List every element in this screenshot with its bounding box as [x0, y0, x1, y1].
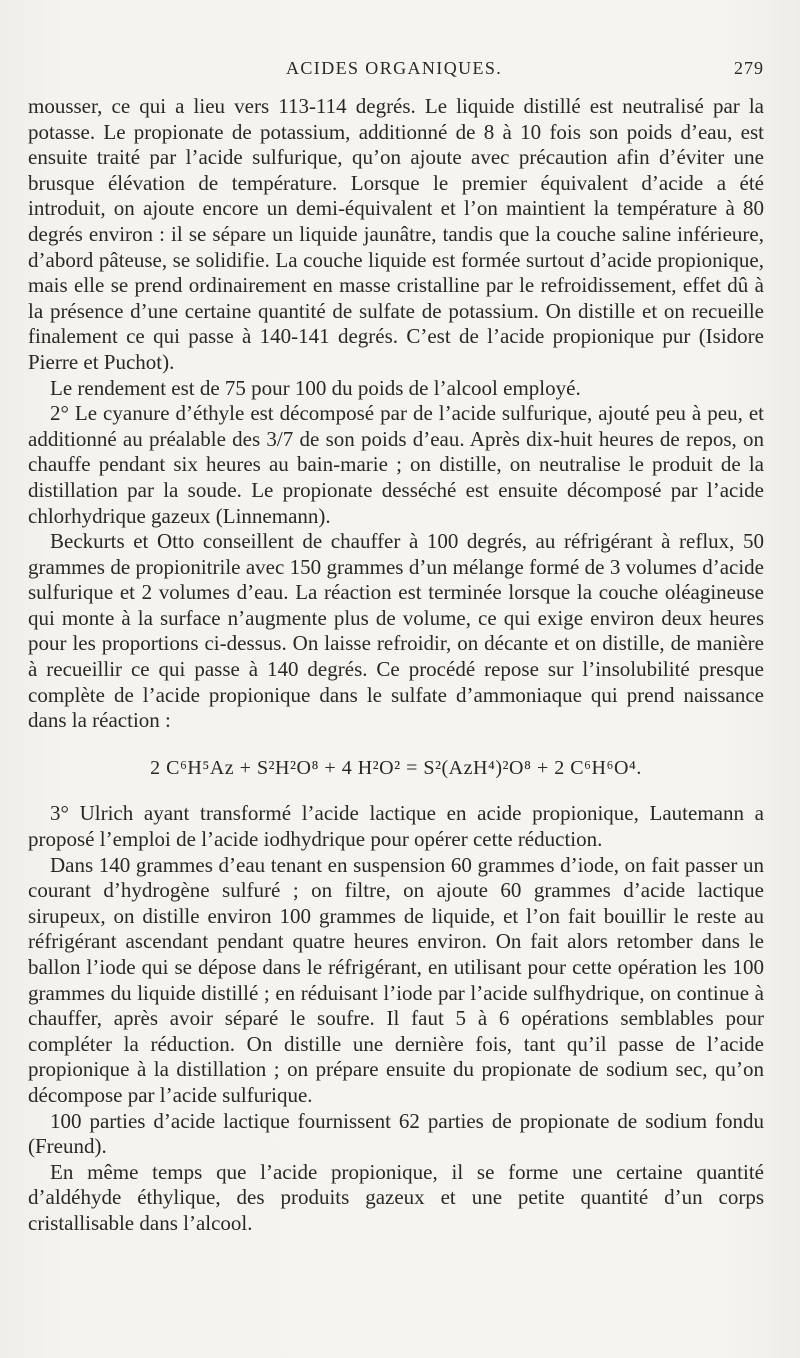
paragraph: 2° Le cyanure d’éthyle est décomposé par de l’acide sulfurique, ajouté peu à peu, et additionné au préalable des 3/7 de son poids d’eau. Après dix-huit heures de repos, on chauffe pendant six heures au bain-marie ; on distille, on neutralise le produit de la distillation par la soude. Le propionate desséché est ensuite décomposé par l’acide chlorhydrique gazeux (Linnemann).: [28, 401, 764, 528]
paragraph: Beckurts et Otto conseillent de chauffer à 100 degrés, au réfrigérant à reflux, 50 grammes de propionitrile avec 150 grammes d’un mélange formé de 3 volumes d’acide sulfurique et 2 volumes d’eau. La réaction est terminée lorsque la couche oléagineuse qui monte à la surface n’augmente plus de volume, ce qui exige environ deux heures pour les proportions ci-dessus. On laisse refroidir, on décante et on distille, de manière à recueillir ce qui passe à 140 degrés. Ce procédé repose sur l’insolubilité presque complète de l’acide propionique dans le sulfate d’ammoniaque qui prend naissance dans la réaction :: [28, 529, 764, 733]
paragraph: Le rendement est de 75 pour 100 du poids de l’alcool employé.: [50, 375, 581, 400]
chemical-equation: 2 C⁶H⁵Az + S²H²O⁸ + 4 H²O² = S²(AzH⁴)²O⁸ + 2 C⁶H⁶O⁴.: [150, 756, 642, 779]
paragraph: 3° Ulrich ayant transformé l’acide lactique en acide propionique, Lautemann a proposé l’emploi de l’acide iodhydrique pour opérer cette réduction.: [28, 801, 764, 852]
running-title: ACIDES ORGANIQUES.: [286, 58, 503, 78]
paragraph: mousser, ce qui a lieu vers 113-114 degrés. Le liquide distillé est neutralisé par la potasse. Le propionate de potassium, additionné de 8 à 10 fois son poids d’eau, est ensuite traité par l’acide sulfurique, qu’on ajoute avec précaution afin d’éviter une brusque élévation de température. Lorsque le premier équivalent d’acide a été introduit, on ajoute encore un demi-équivalent et l’on maintient la température à 80 degrés environ : il se sépare un liquide jaunâtre, tandis que la couche saline inférieure, d’abord pâteuse, se solidifie. La couche liquide est formée surtout d’acide propionique, mais elle se prend ordinairement en masse cristalline par le refroidissement, effet dû à la présence d’une certaine quantité de sulfate de potassium. On distille et on recueille finalement ce qui passe à 140-141 degrés. C’est de l’acide propionique pur (Isidore Pierre et Puchot).: [28, 94, 764, 374]
paragraph: En même temps que l’acide propionique, il se forme une certaine quantité d’aldéhyde éthylique, des produits gazeux et une petite quantité d’un corps cristallisable dans l’alcool.: [28, 1159, 764, 1235]
paragraph: 100 parties d’acide lactique fournissent 62 parties de propionate de sodium fondu (Freund).: [28, 1108, 764, 1159]
running-head: [28, 58, 764, 94]
paragraph: Dans 140 grammes d’eau tenant en suspension 60 grammes d’iode, on fait passer un courant d’hydrogène sulfuré ; on filtre, on ajoute 60 grammes d’acide lactique sirupeux, on distille environ 100 grammes de liquide, et l’on fait bouillir le reste au réfrigérant ascendant pendant quatre heures environ. On fait alors retomber dans le ballon l’iode qui se dépose dans le réfrigérant, en utilisant pour cette opération les 100 grammes du liquide distillé ; en réduisant l’iode par l’acide sulfhydrique, on continue à chauffer, après avoir séparé le soufre. Il faut 5 à 6 opérations semblables pour compléter la réduction. On distille une dernière fois, tant qu’il passe de l’acide propionique à la distillation ; on prépare ensuite du propionate de sodium sec, qu’on décompose par l’acide sulfurique.: [28, 852, 764, 1107]
page-number: 279: [734, 58, 764, 78]
body-text: [28, 94, 764, 1237]
